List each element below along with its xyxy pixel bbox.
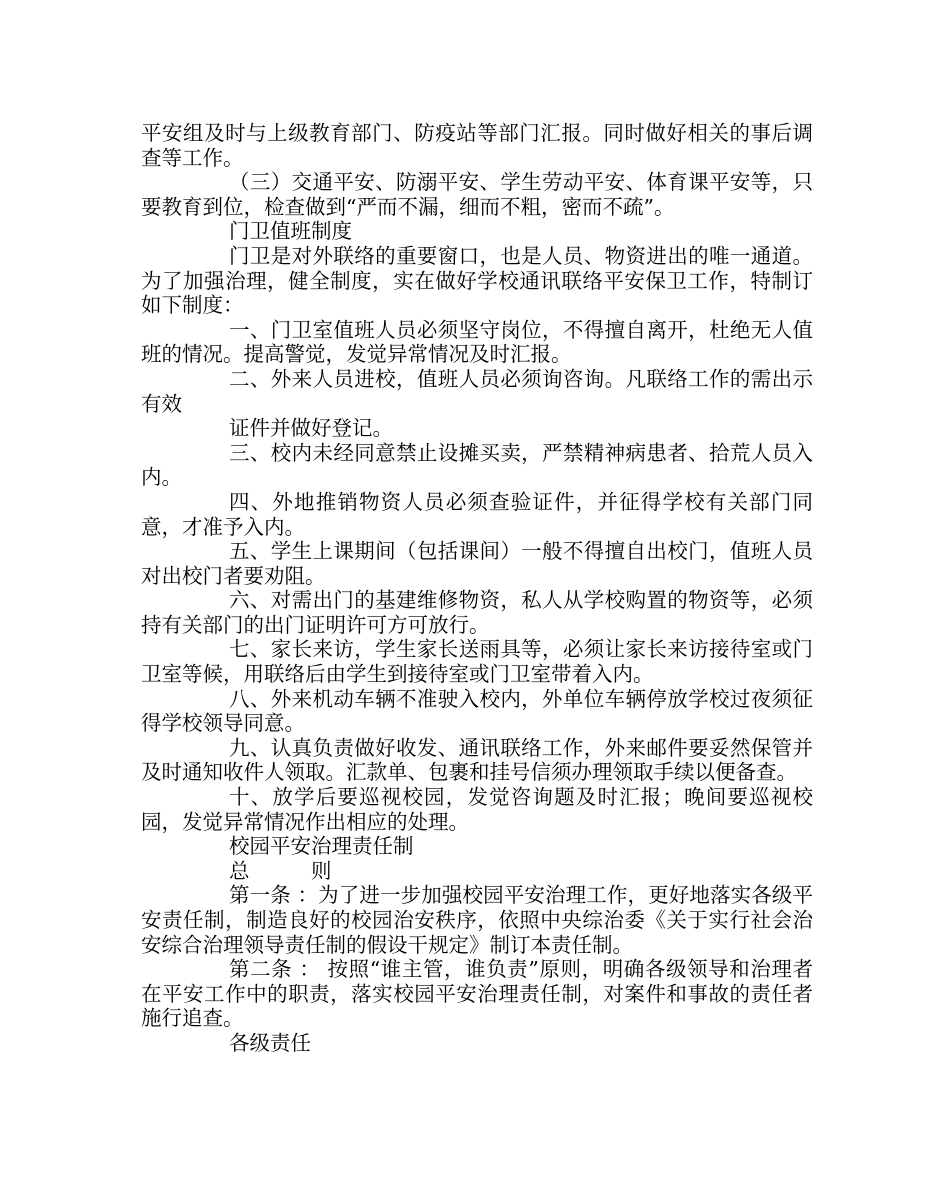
rule-item: 七、家长来访，学生家长送雨具等，必须让家长来访接待室或门卫室等候，用联络后由学生到接待室或门卫室带着入内。 xyxy=(141,637,813,687)
chapter-heading: 各级责任 xyxy=(229,1030,311,1055)
article-paragraph: 第一条 ：为了进一步加强校园平安治理工作，更好地落实各级平安责任制，制造良好的校园治安秩序，依照中央综治委《关于实行社会治安综合治理领导责任制的假设干规定》制订本责任制。 xyxy=(141,883,813,957)
rule-item: 五、学生上课期间（包括课间）一般不得擅自出校门，值班人员对出校门者要劝阻。 xyxy=(141,539,813,588)
rule-item: 四、外地推销物资人员必须查验证件，并征得学校有关部门同意，才准予入内。 xyxy=(141,489,813,539)
article-paragraph: 第二条 ： 按照“谁主管，谁负责”原则，明确各级领导和治理者在平安工作中的职责，落实校园平安治理责任制，对案件和事故的责任者施行追查。 xyxy=(141,957,813,1031)
body-paragraph: 门卫是对外联络的重要窗口，也是人员、物资进出的唯一通道。为了加强治理，健全制度，实在做好学校通讯联络平安保卫工作，特制订如下制度： xyxy=(141,243,813,318)
section-heading: 门卫值班制度 xyxy=(229,219,352,244)
rule-item: 三、校内未经同意禁止设摊买卖，严禁精神病患者、拾荒人员入内。 xyxy=(141,440,813,490)
body-paragraph: 平安组及时与上级教育部门、防疫站等部门汇报。同时做好相关的事后调查等工作。 xyxy=(141,121,813,170)
rule-item: 二、外来人员进校，值班人员必须询咨询。凡联络工作的需出示有效 xyxy=(141,366,813,416)
rule-item: 九、认真负责做好收发、通讯联络工作，外来邮件要妥然保管并及时通知收件人领取。汇款单、包裹和挂号信须办理领取手续以便备查。 xyxy=(141,735,813,785)
rule-item: 八、外来机动车辆不准驶入校内，外单位车辆停放学校过夜须征得学校领导同意。 xyxy=(141,686,813,736)
rule-item: 六、对需出门的基建维修物资，私人从学校购置的物资等，必须持有关部门的出门证明许可方可放行。 xyxy=(141,588,813,637)
section-heading: 校园平安治理责任制 xyxy=(229,834,414,859)
rule-item: 一、门卫室值班人员必须坚守岗位，不得擅自离开，杜绝无人值班的情况。提高警觉，发觉异常情况及时汇报。 xyxy=(141,317,813,367)
body-paragraph: （三）交通平安、防溺平安、学生劳动平安、体育课平安等，只要教育到位，检查做到“严而不漏，细而不粗，密而不疏”。 xyxy=(141,170,813,219)
document-body xyxy=(141,121,813,1056)
rule-item-continuation: 证件并做好登记。 xyxy=(229,416,393,441)
chapter-heading: 总 则 xyxy=(229,858,332,883)
rule-item: 十、放学后要巡视校园，发觉咨询题及时汇报；晚间要巡视校园，发觉异常情况作出相应的处理。 xyxy=(141,785,813,834)
